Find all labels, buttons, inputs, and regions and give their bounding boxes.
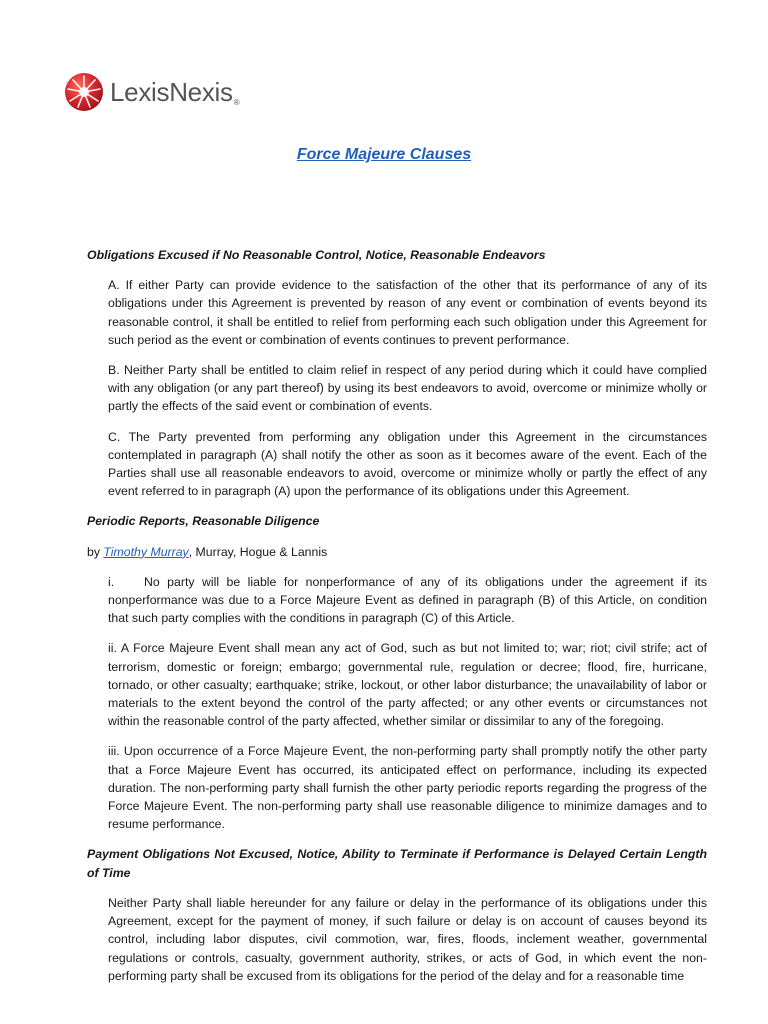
byline-prefix: by bbox=[87, 544, 104, 559]
paragraph: Neither Party shall liable hereunder for any failure or delay in the performance of its obligations under this Agreement, except for the payment of money, if such failure or delay is on account of causes beyond its control, including labor disputes, civil commotion, war, fires, floods, inclement weather, governmental regulations or controls, casualty, government authority, strikes, or acts of God, in which event the non-performing party shall be excused from its obligations for the period of the delay and for a reasonable time bbox=[108, 895, 707, 983]
byline bbox=[87, 543, 707, 561]
paragraph: A. If either Party can provide evidence to the satisfaction of the other that its performance of any of its obligations under this Agreement is prevented by reason of any event or combination of events beyond its reasonable control, it shall be entitled to relief from performing each such obligation under this Agreement for such period as the event or combination of events continues to prevent performance. bbox=[108, 278, 707, 347]
paragraph bbox=[87, 573, 707, 628]
paragraph: iii. Upon occurrence of a Force Majeure Event, the non-performing party shall promptly notify the other party that a Force Majeure Event has occurred, its anticipated effect on performance, including its expected duration. The non-performing party shall furnish the other party periodic reports regarding the progress of the Force Majeure Event. The non-performing party shall use reasonable diligence to minimize damages and to resume performance. bbox=[108, 744, 707, 832]
paragraph: ii. A Force Majeure Event shall mean any act of God, such as but not limited to; war; riot; civil strife; act of terrorism, domestic or foreign; embargo; governmental rule, regulation or decree; flood, fire, hurricane, tornado, or other casualty; earthquake; strike, lockout, or other labor disturbance; the unavailability of labor or materials to the extent beyond the control of the party affected; or any other events or circumstances not within the reasonable control of the party affected, whether similar or dissimilar to any of the foregoing. bbox=[108, 641, 707, 729]
section-heading: Payment Obligations Not Excused, Notice, Ability to Terminate if Performance is Delayed Certain Length of Time bbox=[87, 847, 707, 880]
lexisnexis-logo-icon bbox=[64, 72, 104, 112]
byline-suffix: , Murray, Hogue & Lannis bbox=[188, 544, 328, 559]
brand-logo bbox=[64, 72, 240, 112]
item-label: i. bbox=[108, 574, 115, 589]
registered-mark: ® bbox=[233, 97, 240, 107]
paragraph: C. The Party prevented from performing any obligation under this Agreement in the circumstances contemplated in paragraph (A) shall notify the other as soon as it becomes aware of the event. Each of the Parties shall use all reasonable endeavors to avoid, overcome or minimize wholly or partly the effect of any event referred to in paragraph (A) upon the performance of its obligations under this Agreement. bbox=[108, 429, 707, 499]
document-body bbox=[87, 246, 707, 985]
brand-name: LexisNexis bbox=[110, 77, 233, 107]
author-link[interactable]: Timothy Murray bbox=[103, 544, 189, 559]
section-heading: Obligations Excused if No Reasonable Control, Notice, Reasonable Endeavors bbox=[87, 248, 546, 262]
document-title[interactable]: Force Majeure Clauses bbox=[296, 146, 472, 163]
section-heading: Periodic Reports, Reasonable Diligence bbox=[87, 514, 320, 529]
paragraph: B. Neither Party shall be entitled to claim relief in respect of any period during which it could have complied with any obligation (or any part thereof) by using its best endeavors to avoid, overcome or minimize wholly or partly the effects of the said event or combination of events. bbox=[108, 363, 707, 414]
item-text: No party will be liable for nonperformance of any of its obligations under the agreement if its nonperformance was due to a Force Majeure Event as defined in paragraph (B) of this Article, on condition that such party complies with the conditions in paragraph (C) of this Article. bbox=[108, 574, 707, 626]
